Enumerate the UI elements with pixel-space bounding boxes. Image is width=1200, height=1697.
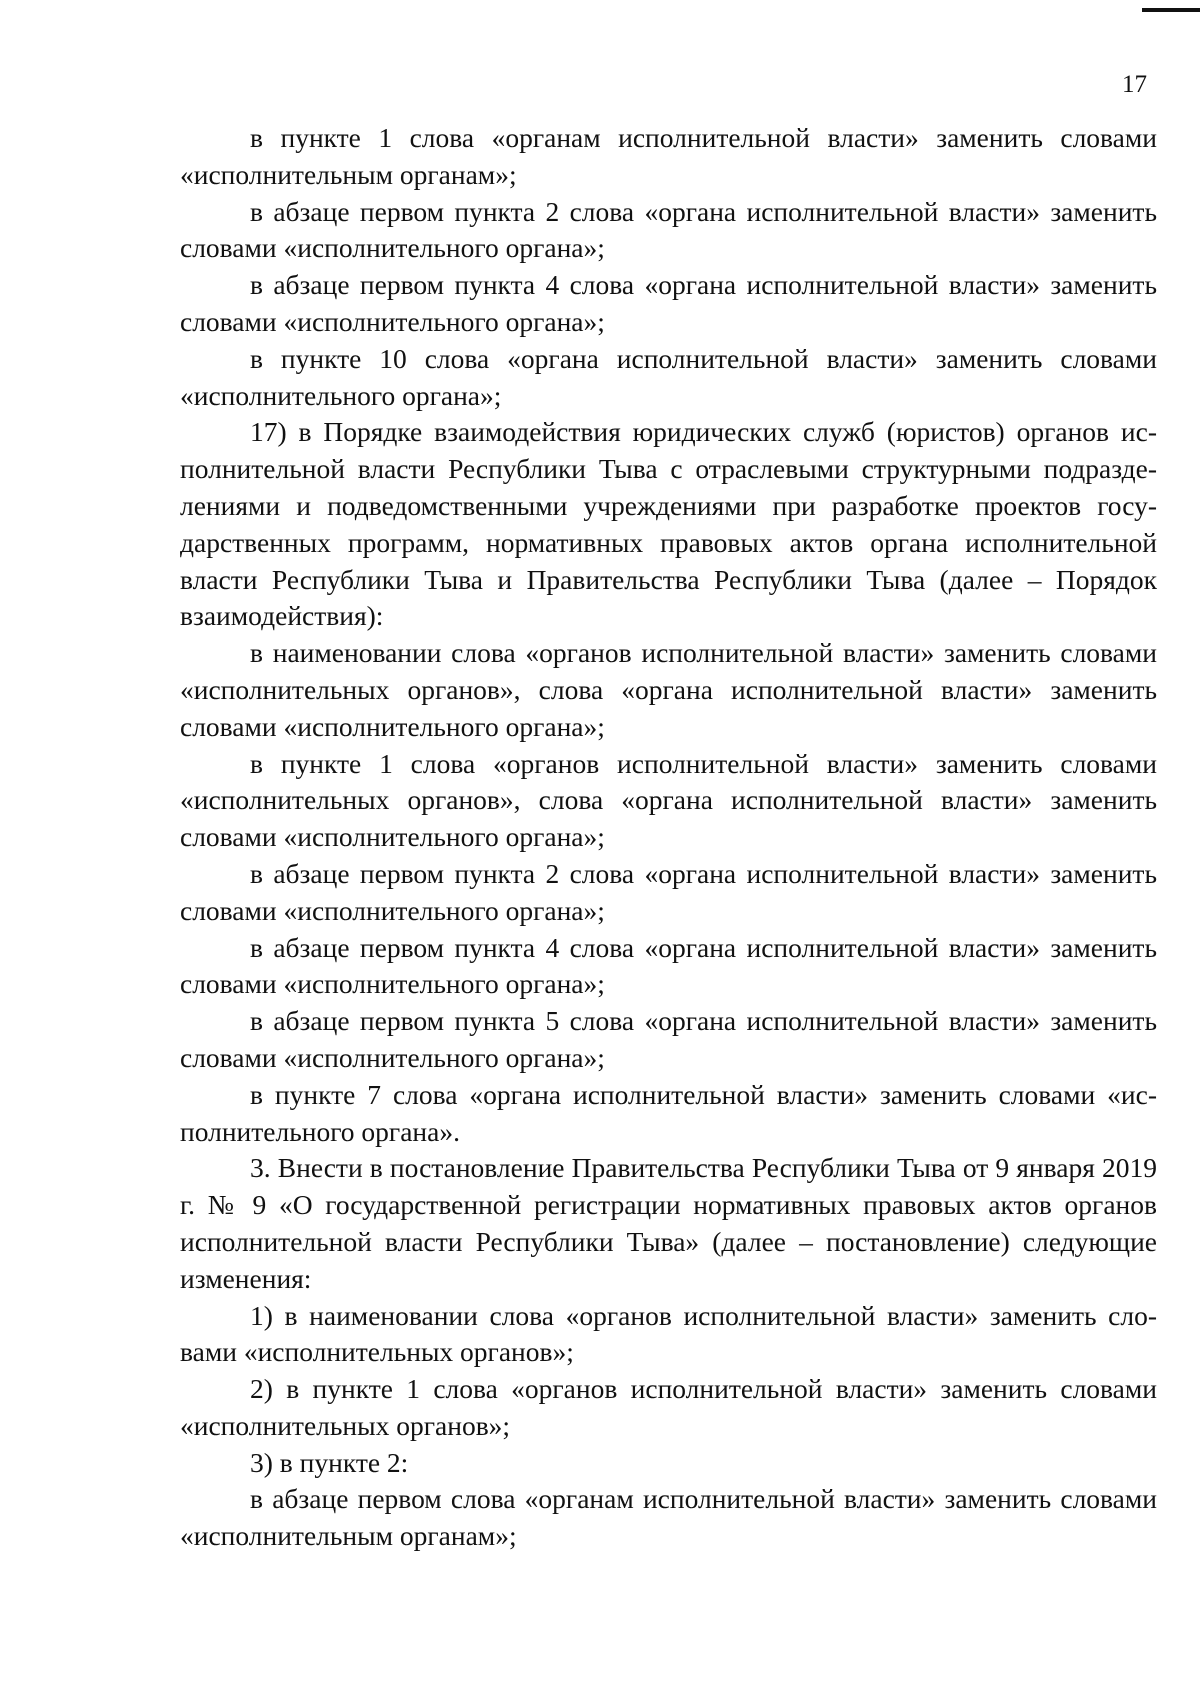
paragraph: в пункте 1 слова «органов исполнительной власти» заменить словами «исполнительных органов», слова «органа исполнительной власти» заменить словами «исполнительного органа»;: [180, 747, 1157, 853]
paragraph: 2) в пункте 1 слова «органов исполнительной власти» заменить словами «исполнительных органов»;: [180, 1373, 1157, 1441]
paragraph: 3) в пункте 2:: [250, 1446, 409, 1478]
paragraph: в абзаце первом слова «органам исполнительной власти» заменить словами «исполнительным органам»;: [180, 1483, 1157, 1552]
paragraph: в абзаце первом пункта 5 слова «органа исполнительной власти» заменить словами «исполнительного органа»;: [180, 1005, 1157, 1073]
paragraph: 17) в Порядке взаимодействия юридических служб (юристов) органов исполнительной власти Республики Тыва с отраслевыми структурными подразделениями и подведомственными учреждениями при разработке проектов государственных программ, нормативных правовых актов органа исполнительной власти Республики Тыва и Правительства Республики Тыва (далее – Порядок взаимодействия):: [180, 416, 1157, 632]
paragraph: в пункте 10 слова «органа исполнительной власти» заменить словами «исполнительного органа»;: [180, 342, 1157, 411]
scan-corner-mark: [1142, 8, 1200, 12]
paragraph: в наименовании слова «органов исполнительной власти» заменить словами «исполнительных органов», слова «органа исполнительной власти» заменить словами «исполнительного органа»;: [180, 637, 1157, 742]
paragraph: в пункте 1 слова «органам исполнительной власти» заменить словами «исполнительным органам»;: [180, 122, 1157, 190]
page-number: 17: [1122, 71, 1147, 98]
paragraph: в абзаце первом пункта 2 слова «органа исполнительной власти» заменить словами «исполнительного органа»;: [180, 195, 1157, 264]
paragraph: в абзаце первом пункта 4 слова «органа исполнительной власти» заменить словами «исполнительного органа»;: [180, 269, 1157, 337]
paragraph: в абзаце первом пункта 2 слова «органа исполнительной власти» заменить словами «исполнительного органа»;: [180, 857, 1157, 926]
paragraph: 3. Внести в постановление Правительства Республики Тыва от 9 января 2019 г. № 9 «О государственной регистрации нормативных правовых актов органов исполнительной власти Республики Тыва» (далее – постановление) следующие изменения:: [180, 1152, 1157, 1294]
paragraph: в абзаце первом пункта 4 слова «органа исполнительной власти» заменить словами «исполнительного органа»;: [180, 931, 1157, 1000]
paragraph: 1) в наименовании слова «органов исполнительной власти» заменить словами «исполнительных органов»;: [180, 1299, 1157, 1368]
document-body: [180, 120, 1157, 1555]
paragraph: в пункте 7 слова «органа исполнительной власти» заменить словами «исполнительного органа».: [180, 1078, 1157, 1147]
